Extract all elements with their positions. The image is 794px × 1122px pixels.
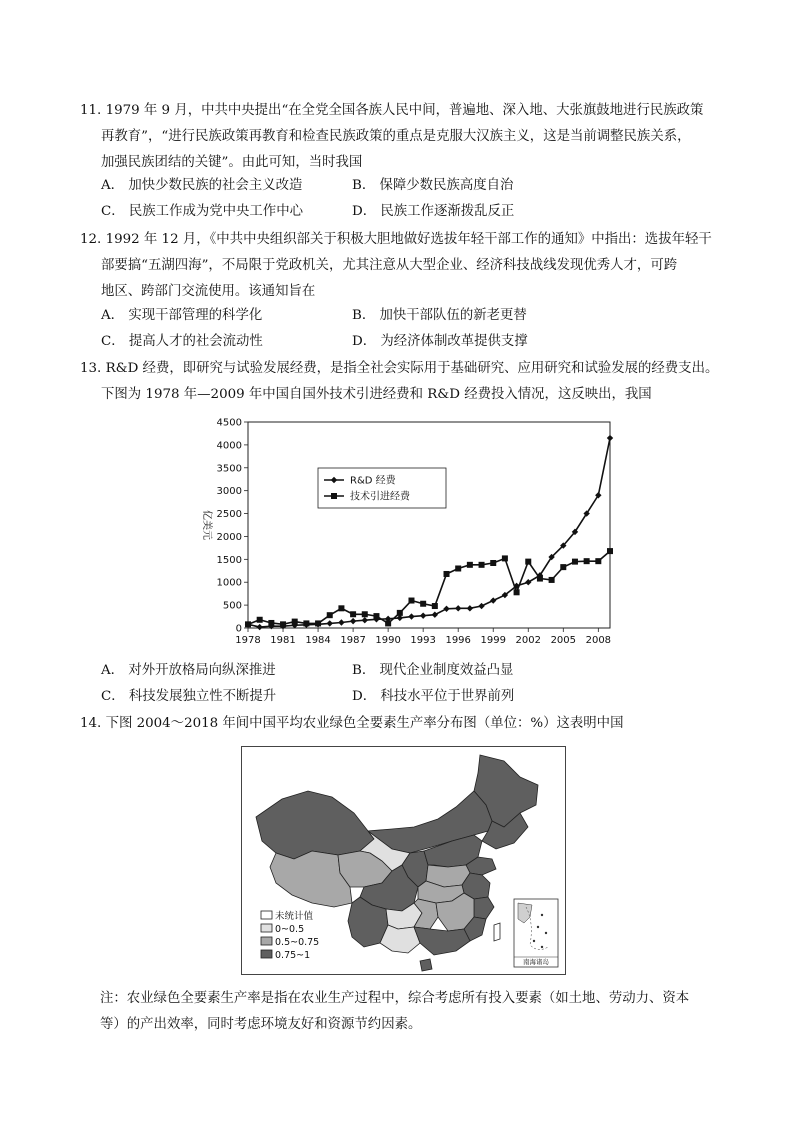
data-point: [478, 603, 484, 609]
south-china-sea-inset: [514, 899, 558, 967]
x-tick-label: 1987: [340, 635, 366, 646]
x-tick-label: 1996: [445, 635, 471, 646]
legend-marker: [331, 493, 337, 499]
data-point: [514, 589, 520, 595]
option-c: C． 科技发展独立性不断提升: [101, 689, 277, 704]
data-point: [338, 605, 344, 611]
data-point: [350, 618, 356, 624]
x-tick-label: 2008: [585, 635, 612, 646]
option-c: C． 民族工作成为党中央工作中心: [101, 204, 303, 219]
question-line: 地区、跨部门交流使用。该通知旨在: [101, 284, 316, 299]
data-point: [560, 564, 566, 570]
option-a: A． 加快少数民族的社会主义改造: [101, 178, 303, 193]
y-tick-label: 2500: [216, 509, 242, 521]
option-d: D． 民族工作逐渐拨乱反正: [352, 204, 515, 219]
question-line: 部要搞“五湖四海”，不局限于党政机关，尤其注意从大型企业、经济科技战线发现优秀人才，可跨: [101, 258, 678, 273]
y-tick-label: 4500: [216, 417, 242, 429]
x-tick-label: 1981: [270, 635, 296, 646]
option-a: A． 对外开放格局向纵深推进: [101, 663, 276, 678]
data-point: [432, 612, 438, 618]
question-line: 再教育”，“进行民族政策再教育和检查民族政策的重点是克服大汉族主义，这是当前调整民族关系，: [101, 129, 691, 144]
legend-label-0: 未统计值: [275, 911, 314, 922]
data-point: [595, 558, 601, 564]
question-line: 12. 1992 年 12 月，《中共中央组织部关于积极大胆地做好选拔年轻干部工作的通知》中指出：选拔年轻干: [80, 232, 712, 247]
data-point: [420, 601, 426, 607]
legend-swatch-2: [261, 937, 272, 945]
legend-label-2: 0.5~0.75: [275, 937, 320, 948]
data-point: [455, 565, 461, 571]
option-c: C． 提高人才的社会流动性: [101, 334, 263, 349]
data-point: [408, 598, 414, 604]
data-point: [315, 620, 321, 626]
legend-label-3: 0.75~1: [275, 950, 311, 961]
y-tick-label: 500: [222, 600, 242, 612]
china-productivity-map: [241, 746, 566, 975]
note-line: 注：农业绿色全要素生产率是指在农业生产过程中，综合考虑所有投入要素（如土地、劳动力、资本: [100, 991, 690, 1006]
y-tick-label: 4000: [216, 440, 242, 452]
option-b: B． 加快干部队伍的新老更替: [352, 308, 527, 323]
data-point: [245, 621, 251, 627]
data-point: [256, 624, 262, 630]
line-chart: [190, 412, 620, 652]
data-point: [292, 619, 298, 625]
question-line: 14. 下图 2004～2018 年间中国平均农业绿色全要素生产率分布图（单位：%）这表明中国: [80, 716, 624, 731]
legend-label-1: 0~0.5: [275, 924, 305, 935]
data-point: [490, 597, 496, 603]
data-point: [525, 559, 531, 565]
y-tick-label: 2000: [216, 531, 242, 543]
region-hainan: [420, 959, 432, 971]
question-11: [80, 98, 730, 176]
x-tick-label: 1990: [375, 635, 401, 646]
legend-swatch-3: [261, 950, 272, 958]
data-point: [432, 603, 438, 609]
y-tick-label: 1000: [216, 577, 242, 589]
question-line: 11. 1979 年 9 月，中共中央提出“在全党全国各族人民中间，普遍地、深入地、大张旗鼓地进行民族政策: [80, 103, 704, 118]
data-point: [537, 576, 543, 582]
option-a: A． 实现干部管理的科学化: [101, 308, 263, 323]
question-13: [80, 356, 730, 408]
y-tick-label: 3500: [216, 463, 242, 475]
data-point: [385, 620, 391, 626]
note-line: 等）的产出效率，同时考虑环境友好和资源节约因素。: [100, 1017, 422, 1032]
data-point: [467, 605, 473, 611]
x-tick-label: 1999: [480, 635, 506, 646]
x-tick-label: 1984: [305, 635, 331, 646]
y-axis-label: 亿美元: [201, 510, 212, 540]
data-point: [444, 571, 450, 577]
data-point: [268, 620, 274, 626]
series-line-1: [248, 551, 610, 624]
data-point: [549, 577, 555, 583]
legend-label: 技术引进经费: [350, 491, 410, 503]
plot-area: [248, 422, 610, 628]
data-point: [373, 613, 379, 619]
data-point: [502, 555, 508, 561]
data-point: [408, 613, 414, 619]
data-point: [479, 562, 485, 568]
question-line: 13. R&D 经费，即研究与试验发展经费，是指全社会实际用于基础研究、应用研究和试验发展的经费支出。: [80, 361, 719, 376]
region-guangxi: [380, 925, 420, 953]
data-point: [607, 435, 613, 441]
question-line: 下图为 1978 年—2009 年中国自国外技术引进经费和 R&D 经费投入情况，这反映出，我国: [101, 387, 652, 402]
question-number: 11.: [80, 103, 102, 118]
region-taiwan: [494, 923, 500, 941]
data-point: [443, 606, 449, 612]
data-point: [327, 612, 333, 618]
data-point: [338, 619, 344, 625]
option-b: B． 现代企业制度效益凸显: [352, 663, 514, 678]
x-tick-label: 1993: [410, 635, 436, 646]
question-number: 14.: [80, 716, 102, 731]
data-point: [303, 620, 309, 626]
data-point: [572, 559, 578, 565]
y-tick-label: 1500: [216, 554, 242, 566]
question-14: [80, 711, 730, 737]
option-d: D． 科技水平位于世界前列: [352, 689, 515, 704]
data-point: [490, 560, 496, 566]
region-zhejiang: [474, 897, 494, 919]
question-number: 13.: [80, 361, 102, 376]
map-note: [100, 986, 730, 1038]
legend-label: R&D 经费: [350, 475, 396, 487]
china-map: [242, 747, 565, 974]
data-point: [257, 617, 263, 623]
data-point: [362, 617, 368, 623]
x-tick-label: 2002: [515, 635, 541, 646]
y-tick-label: 0: [235, 623, 242, 635]
series-line-0: [248, 438, 610, 627]
x-tick-label: 2005: [550, 635, 577, 646]
y-tick-label: 3000: [216, 486, 242, 498]
data-point: [327, 620, 333, 626]
map-legend: [261, 910, 319, 961]
region-guangdong: [414, 927, 470, 955]
data-point: [350, 611, 356, 617]
data-point: [607, 548, 613, 554]
question-line: 加强民族团结的关键”。由此可知，当时我国: [101, 155, 363, 170]
data-point: [420, 612, 426, 618]
option-d: D． 为经济体制改革提供支撑: [352, 334, 528, 349]
rd-funding-chart: [190, 412, 620, 652]
data-point: [467, 562, 473, 568]
question-12: [80, 227, 730, 305]
option-b: B． 保障少数民族高度自治: [352, 178, 514, 193]
question-number: 12.: [80, 232, 102, 247]
data-point: [455, 605, 461, 611]
data-point: [584, 558, 590, 564]
data-point: [397, 610, 403, 616]
legend-swatch-1: [261, 924, 272, 932]
region-xinjiang: [256, 791, 374, 859]
legend-swatch-0: [261, 911, 272, 919]
data-point: [362, 611, 368, 617]
x-tick-label: 1978: [235, 635, 261, 646]
inset-label: 南海诸岛: [523, 958, 549, 966]
data-point: [280, 621, 286, 627]
